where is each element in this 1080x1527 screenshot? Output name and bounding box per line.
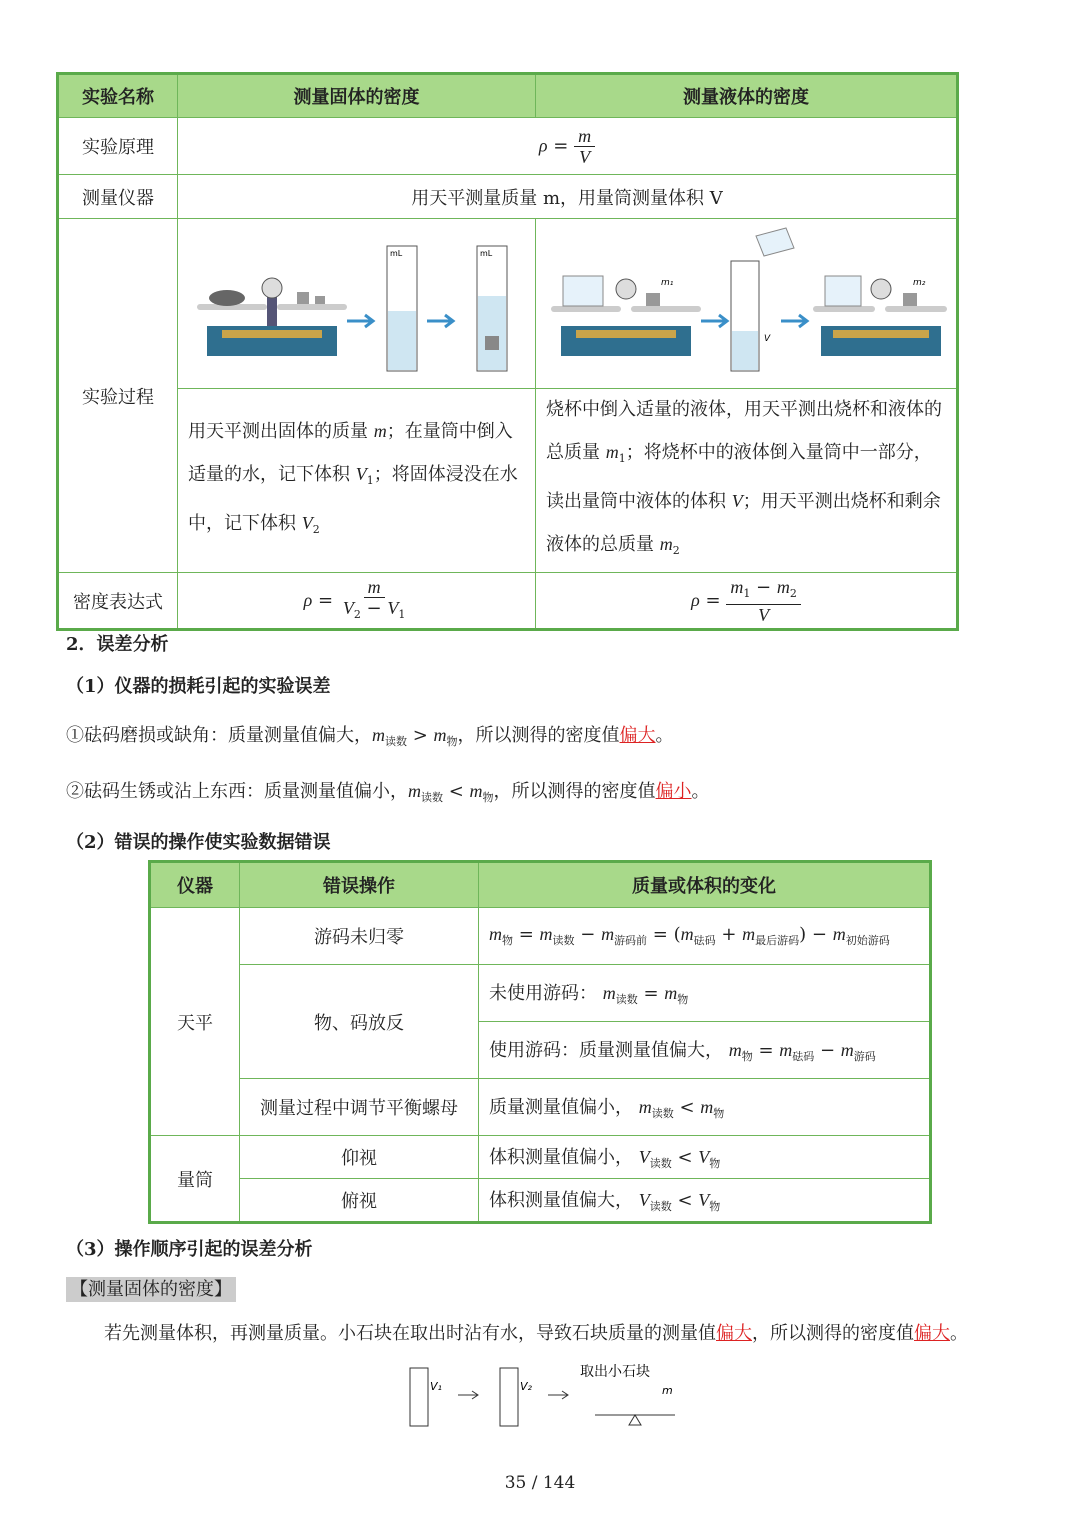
svg-text:mL: mL: [389, 249, 402, 258]
row-principle: 实验原理: [58, 118, 178, 175]
solid-expr: ρ = $\frac{m}{V_2 - V_1}$: [178, 573, 536, 630]
header-liquid: 测量液体的密度: [536, 74, 958, 118]
op-zero-formula: $m_物 = m_{读数} - m_{游码前} = (m_{砝码} + m_{最后游码}) - m_{初始游码}$: [479, 908, 931, 965]
solid-process-text: 用天平测出固体的质量 m；在量筒中倒入适量的水，记下体积 $V_1$；将固体浸没在水中，记下体积 $V_2$: [178, 389, 536, 573]
liquid-expr: ρ = $\frac{m_1 - m_2}{V}$: [536, 573, 958, 630]
balance-label: 天平: [150, 908, 240, 1136]
op-nut-formula: 质量测量值偏小， $m_{读数} < m_物$: [479, 1079, 931, 1136]
op-reverse: 物、码放反: [240, 965, 479, 1079]
item-2: ②砝码生锈或沾上东西：质量测量值偏小，$m_{读数} < m_物$，所以测得的密度值偏小。: [66, 781, 710, 804]
svg-text:V: V: [764, 334, 771, 344]
pour-cylinder-icon: [731, 228, 794, 371]
item-1: ①砝码磨损或缺角：质量测量值偏大，$m_{读数} > m_物$，所以测得的密度值偏大。: [66, 725, 674, 748]
op-nut: 测量过程中调节平衡螺母: [240, 1079, 479, 1136]
subsection-1-title: （1）仪器的损耗引起的实验误差: [66, 676, 331, 697]
header-change: 质量或体积的变化: [479, 862, 931, 908]
order-paragraph: 若先测量体积，再测量质量。小石块在取出时沾有水，导致石块质量的测量值偏大，所以测得的密度值偏大。: [104, 1323, 968, 1344]
fig-label: 取出小石块: [580, 1364, 650, 1380]
header-solid: 测量固体的密度: [178, 74, 536, 118]
svg-text:m: m: [662, 1384, 673, 1397]
balance-icon: [197, 278, 347, 356]
principle-formula: ρ = $\frac{m}{V}$: [178, 118, 958, 175]
row-expr: 密度表达式: [58, 573, 178, 630]
balance-beaker-2-icon: [813, 276, 947, 356]
subsection-2-title: （2）错误的操作使实验数据错误: [66, 832, 331, 853]
row-instrument: 测量仪器: [58, 175, 178, 219]
svg-text:m₂: m₂: [913, 278, 926, 288]
svg-text:mL: mL: [479, 249, 492, 258]
svg-text:V₁: V₁: [430, 1380, 442, 1393]
solid-density-tag: 【测量固体的密度】: [66, 1275, 236, 1301]
header-operation: 错误操作: [240, 862, 479, 908]
liquid-process-figure: [536, 219, 958, 389]
op-reverse-a: 未使用游码： $m_{读数} = m_物$: [479, 965, 931, 1022]
page-number: 35 / 144: [504, 1473, 576, 1493]
section-2-title: 2．误差分析: [66, 634, 169, 655]
instrument-text: 用天平测量质量 m，用量筒测量体积 V: [178, 175, 958, 219]
balance-beaker-icon: [551, 276, 701, 356]
cylinder-icon: [387, 246, 417, 371]
subsection-3-title: （3）操作顺序引起的误差分析: [66, 1239, 313, 1260]
order-figure: [400, 1360, 690, 1430]
header-name: 实验名称: [58, 74, 178, 118]
op-look-down-formula: 体积测量值偏大， $V_{读数} < V_物$: [479, 1179, 931, 1223]
op-look-down: 俯视: [240, 1179, 479, 1223]
error-table: [148, 860, 932, 1224]
experiment-table: [56, 72, 959, 631]
op-reverse-b: 使用游码：质量测量值偏大， $m_物 = m_{砝码} - m_{游码}$: [479, 1022, 931, 1079]
svg-text:m₁: m₁: [661, 278, 674, 288]
solid-process-figure: [178, 219, 536, 389]
op-zero: 游码未归零: [240, 908, 479, 965]
cylinder-with-solid-icon: [477, 246, 507, 371]
svg-text:V₂: V₂: [520, 1380, 532, 1393]
cylinder-label: 量筒: [150, 1136, 240, 1223]
op-look-up-formula: 体积测量值偏小， $V_{读数} < V_物$: [479, 1136, 931, 1179]
liquid-process-text: 烧杯中倒入适量的液体，用天平测出烧杯和液体的总质量 $m_1$；将烧杯中的液体倒入量筒中一部分，读出量筒中液体的体积 V；用天平测出烧杯和剩余液体的总质量 $m_2$: [536, 389, 958, 573]
row-process: 实验过程: [58, 219, 178, 573]
header-instrument: 仪器: [150, 862, 240, 908]
op-look-up: 仰视: [240, 1136, 479, 1179]
